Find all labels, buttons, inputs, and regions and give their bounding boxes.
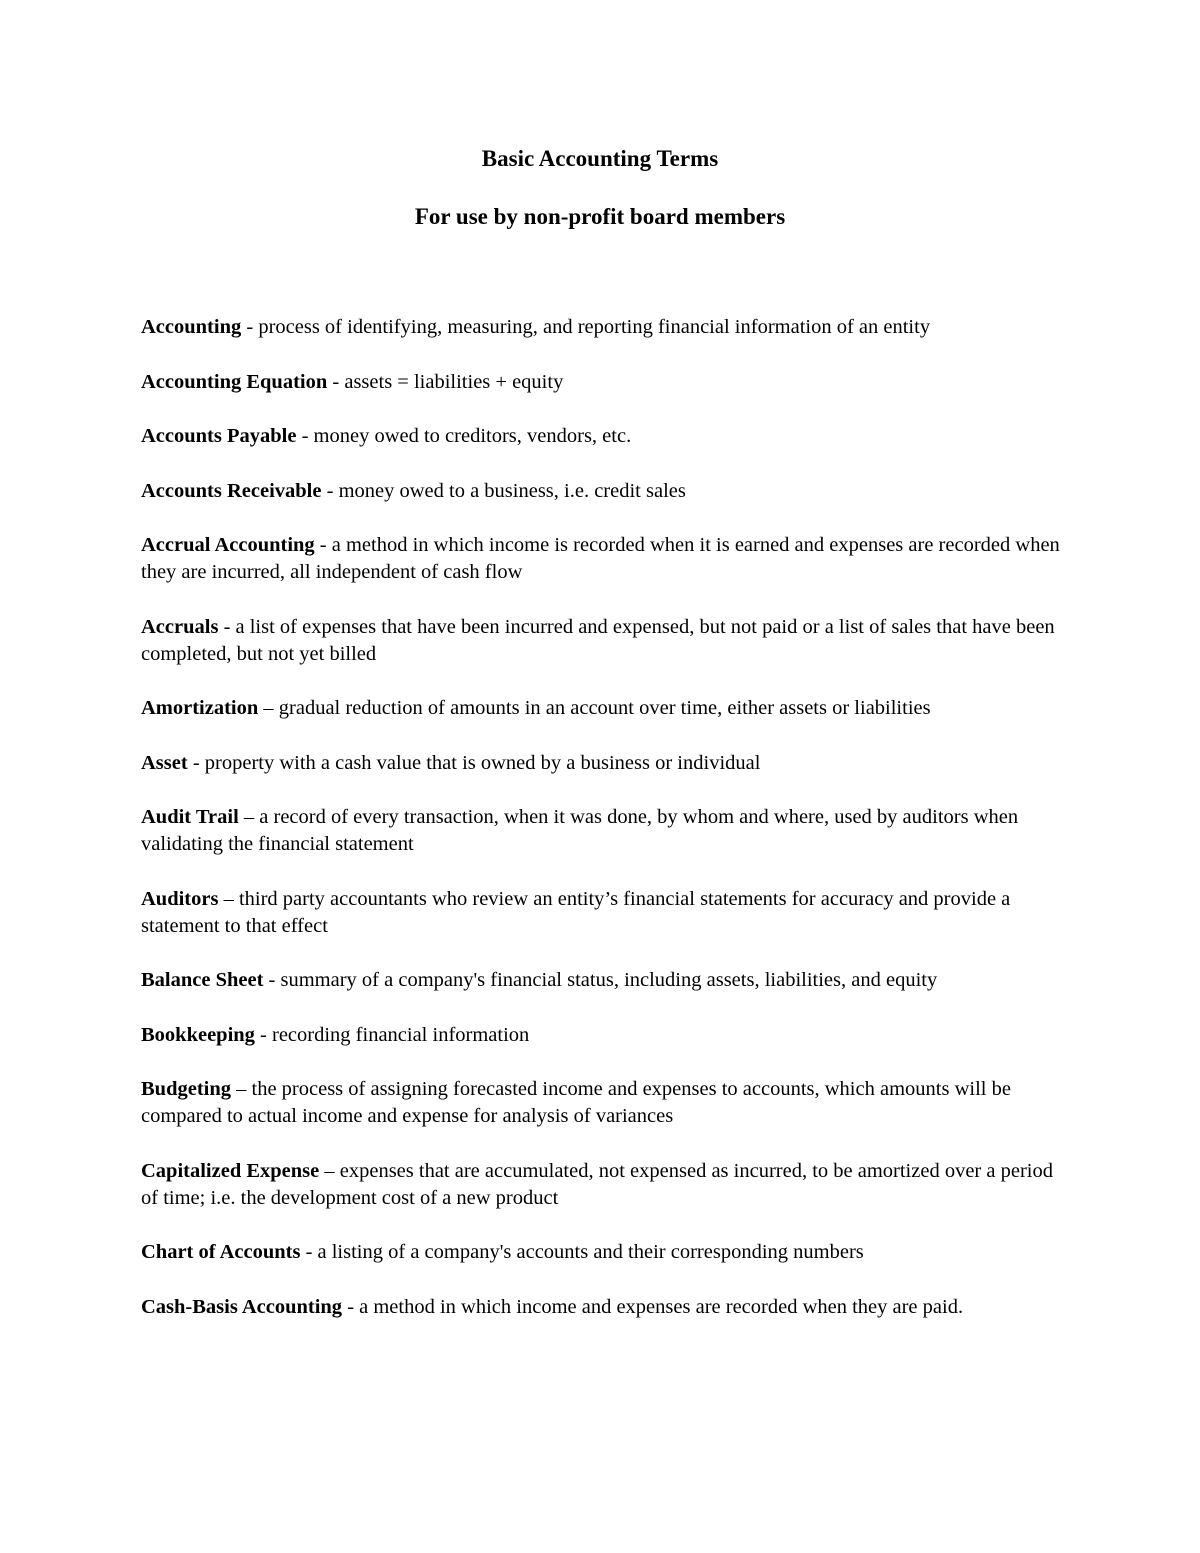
glossary-entry bbox=[141, 314, 1071, 341]
glossary-definition: summary of a company's financial status, including assets, liabilities, and equity bbox=[280, 969, 938, 991]
glossary-list bbox=[141, 314, 1071, 1348]
glossary-definition: a listing of a company's accounts and their corresponding numbers bbox=[317, 1241, 864, 1263]
glossary-term: Accruals bbox=[141, 615, 219, 638]
glossary-definition: recording financial information bbox=[272, 1023, 530, 1046]
term-separator: – bbox=[231, 1078, 252, 1100]
glossary-term: Accounting bbox=[141, 316, 242, 338]
glossary-term: Accounts Receivable bbox=[141, 479, 322, 502]
term-separator: – bbox=[238, 806, 260, 828]
glossary-term: Accounting Equation bbox=[141, 370, 328, 393]
glossary-term: Balance Sheet bbox=[141, 969, 264, 991]
glossary-definition: expenses that are accumulated, not expensed as incurred, to be amortized over a period of time; i.e. the development cost of a new product bbox=[141, 1159, 1053, 1209]
glossary-term: Amortization bbox=[141, 697, 259, 719]
glossary-entry bbox=[141, 695, 1071, 722]
term-separator: - bbox=[296, 425, 314, 447]
term-separator: - bbox=[187, 751, 205, 774]
glossary-term: Audit Trail bbox=[141, 806, 239, 828]
glossary-definition: a method in which income and expenses are recorded when they are paid. bbox=[359, 1295, 964, 1318]
glossary-definition: money owed to creditors, vendors, etc. bbox=[313, 425, 632, 447]
glossary-entry bbox=[141, 804, 1071, 858]
term-separator: – bbox=[218, 887, 239, 910]
glossary-definition: gradual reduction of amounts in an account over time, either assets or liabilities bbox=[278, 697, 931, 719]
glossary-definition: process of identifying, measuring, and reporting financial information of an entity bbox=[258, 316, 931, 338]
glossary-entry bbox=[141, 1076, 1071, 1130]
term-separator: - bbox=[218, 615, 236, 638]
glossary-entry bbox=[141, 1158, 1071, 1212]
term-separator: - bbox=[241, 316, 259, 338]
glossary-entry bbox=[141, 369, 1071, 396]
document-subtitle: For use by non-profit board members bbox=[414, 204, 786, 229]
term-separator: – bbox=[258, 697, 279, 719]
term-separator: - bbox=[327, 370, 345, 393]
term-separator: – bbox=[319, 1159, 340, 1182]
glossary-term: Asset bbox=[141, 751, 188, 774]
glossary-entry bbox=[141, 532, 1071, 586]
glossary-entry bbox=[141, 423, 1071, 450]
glossary-definition: the process of assigning forecasted income and expenses to accounts, which amounts will be compared to actual income and expense for analysis of variances bbox=[141, 1078, 1011, 1127]
glossary-entry bbox=[141, 614, 1071, 668]
glossary-term: Accounts Payable bbox=[141, 425, 297, 447]
glossary-definition: a method in which income is recorded when it is earned and expenses are recorded when they are incurred, all independent of cash flow bbox=[141, 534, 1060, 583]
glossary-term: Chart of Accounts bbox=[141, 1241, 301, 1263]
glossary-entry bbox=[141, 1239, 1071, 1266]
glossary-definition: assets = liabilities + equity bbox=[344, 370, 564, 393]
glossary-definition: money owed to a business, i.e. credit sales bbox=[338, 479, 686, 502]
glossary-definition: a list of expenses that have been incurred and expensed, but not paid or a list of sales that have been completed, but not yet billed bbox=[141, 615, 1055, 665]
glossary-term: Accrual Accounting bbox=[141, 534, 315, 556]
term-separator: - bbox=[342, 1295, 360, 1318]
term-separator: - bbox=[321, 479, 339, 502]
glossary-term: Auditors bbox=[141, 887, 219, 910]
document-title: Basic Accounting Terms bbox=[481, 146, 719, 171]
glossary-term: Cash-Basis Accounting bbox=[141, 1295, 343, 1318]
glossary-term: Capitalized Expense bbox=[141, 1159, 320, 1182]
glossary-entry bbox=[141, 1022, 1071, 1049]
glossary-definition: third party accountants who review an entity’s financial statements for accuracy and provide a statement to that effect bbox=[141, 887, 1011, 937]
glossary-term: Budgeting bbox=[141, 1078, 231, 1100]
term-separator: - bbox=[254, 1023, 272, 1046]
term-separator: - bbox=[263, 969, 281, 991]
glossary-entry bbox=[141, 478, 1071, 505]
glossary-definition: property with a cash value that is owned by a business or individual bbox=[204, 751, 761, 774]
glossary-entry bbox=[141, 886, 1071, 940]
term-separator: - bbox=[314, 534, 332, 556]
glossary-term: Bookkeeping bbox=[141, 1023, 255, 1046]
glossary-definition: a record of every transaction, when it was done, by whom and where, used by auditors when validating the financial statement bbox=[141, 806, 1019, 855]
glossary-entry bbox=[141, 750, 1071, 777]
glossary-entry bbox=[141, 967, 1071, 994]
term-separator: - bbox=[300, 1241, 318, 1263]
glossary-entry bbox=[141, 1294, 1071, 1321]
